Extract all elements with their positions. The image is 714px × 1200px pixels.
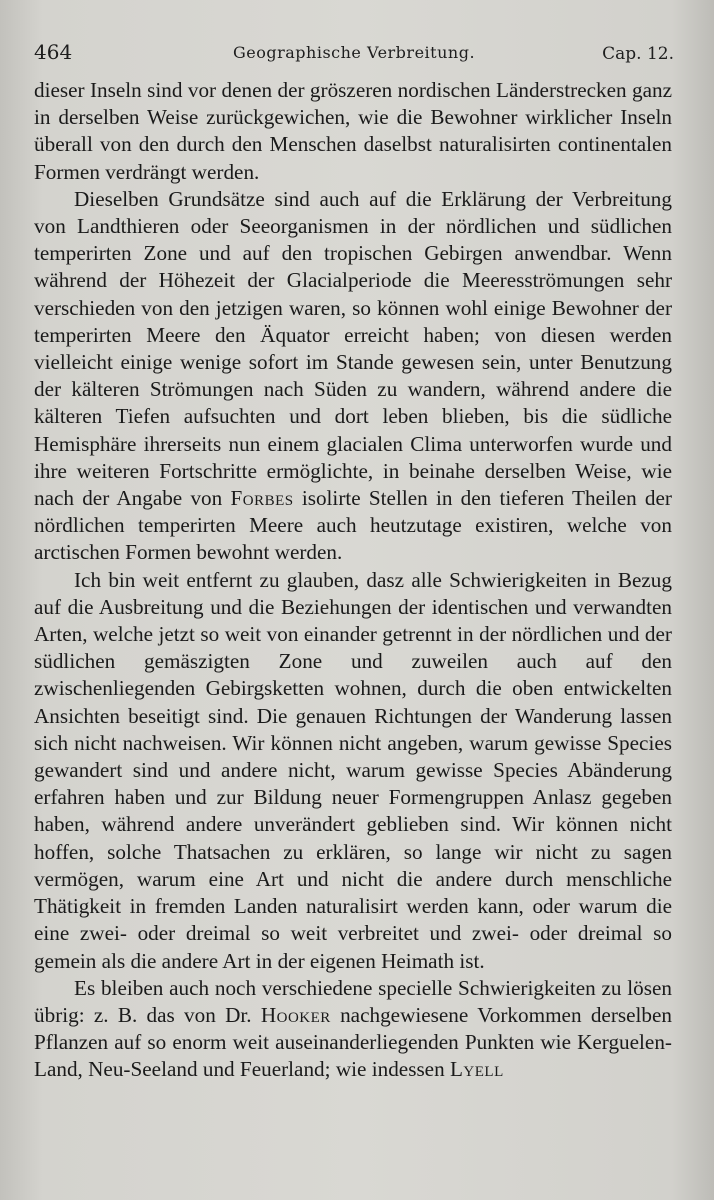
- body-text: [34, 77, 672, 1084]
- page-number: 464: [34, 40, 73, 64]
- author-name-forbes: Forbes: [230, 486, 294, 511]
- paragraph-continuation: [34, 77, 672, 186]
- paragraph-text: Dieselben Grundsätze sind auch auf die Erklärung der Verbreitung von Landthieren oder Seeorganismen in der nördlichen und südlichen temperirten Zone und auf den tropischen Gebirgen anwendbar. Wenn während der Höhezeit der Glacialperiode die Meeresströmungen sehr verschieden von den jetzigen waren, so können wohl einige Bewohner der temperirten Meere den Äquator erreicht haben; von diesen werden vielleicht einige wenige sofort im Stande gewesen sein, unter Benutzung der kälteren Strömungen nach Süden zu wandern, während andere die kälteren Tiefen aufsuchten und dort leben blieben, bis die südliche Hemisphäre ihrerseits nun einem glacialen Clima unterworfen wurde und ihre weiteren Fortschritte ermöglichte, in beinahe derselben Weise, wie nach der Angabe von: [34, 186, 672, 511]
- paragraph: [34, 186, 672, 567]
- author-name-hooker: Hooker: [260, 1002, 331, 1027]
- paragraph-text: Es bleiben auch noch verschiedene specielle Schwierigkeiten zu lösen übrig: z. B. das von Dr.: [34, 975, 672, 1027]
- running-header: [34, 40, 674, 66]
- paragraph: [34, 567, 672, 975]
- paragraph-text: dieser Inseln sind vor denen der gröszeren nordischen Länderstrecken ganz in derselben Weise zurückgewichen, wie die Bewohner wirklicher Inseln überall von den durch den Menschen daselbst naturalisirten continentalen Formen verdrängt werden.: [34, 78, 672, 184]
- paragraph-text: nachgewiesene Vorkommen derselben Pflanzen auf so enorm weit auseinanderliegenden Punkten wie Kerguelen-Land, Neu-Seeland und Feuerland; wie indessen: [34, 1002, 672, 1082]
- paragraph-text: Ich bin weit entfernt zu glauben, dasz alle Schwierigkeiten in Bezug auf die Ausbreitung und die Beziehungen der identischen und verwandten Arten, welche jetzt so weit von einander getrennt in der nördlichen und der südlichen gemäszigten Zone und zuweilen auch auf den zwischenliegenden Gebirgsketten wohnen, durch die oben entwickelten Ansichten beseitigt sind. Die genauen Richtungen der Wanderung lassen sich nicht nachweisen. Wir können nicht angeben, warum gewisse Species gewandert sind und andere nicht, warum gewisse Species Abänderung erfahren haben und zur Bildung neuer Formengruppen Anlasz gegeben haben, während andere unverändert geblieben sind. Wir können nicht hoffen, solche Thatsachen zu erklären, so lange wir nicht zu sagen vermögen, warum eine Art und nicht die andere durch menschliche Thätigkeit in fremden Landen naturalisirt werden kann, oder warum die eine zwei- oder dreimal so weit verbreitet und zwei- oder dreimal so gemein als die andere Art in der eigenen Heimath ist.: [34, 567, 672, 973]
- chapter-label: Cap. 12.: [602, 44, 674, 64]
- running-title: Geographische Verbreitung.: [232, 43, 476, 62]
- author-name-lyell: Lyell: [449, 1057, 504, 1082]
- paragraph-text: isolirte Stellen in den tieferen Theilen der nördlichen temperirten Meere auch heutzutage existiren, welche von arctischen Formen bewohnt werden.: [34, 486, 672, 565]
- paragraph: [34, 975, 672, 1084]
